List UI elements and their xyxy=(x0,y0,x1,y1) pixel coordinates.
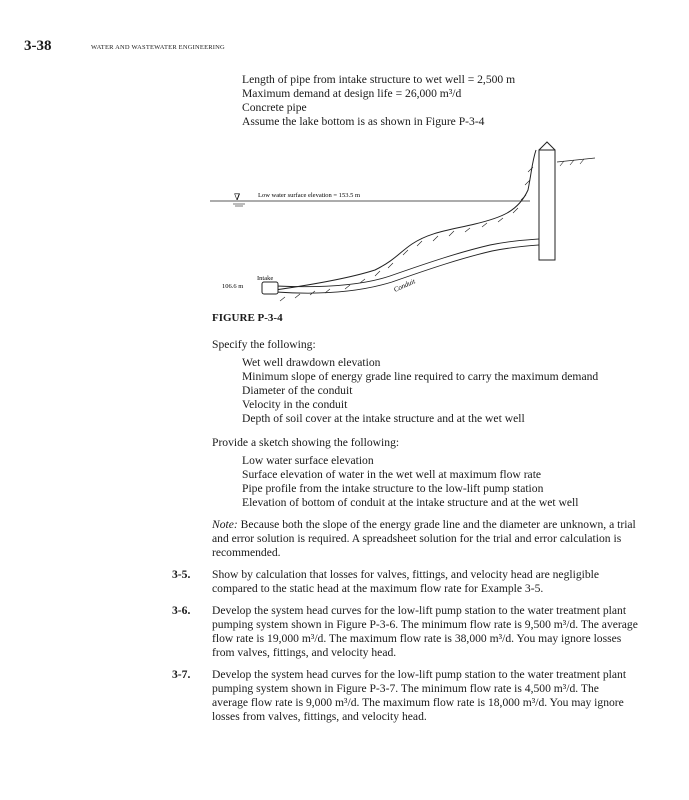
list-item: Velocity in the conduit xyxy=(242,398,348,411)
problem-text: Show by calculation that losses for valves, fittings, and velocity head are negligible compared to the static head at the maximum flow rate for Example 3-5. xyxy=(212,568,600,595)
note-text: Because both the slope of the energy grade line and the diameter are unknown, a trial and error solution is required. A spreadsheet solution for the trial and error calculation is recommended. xyxy=(212,518,636,559)
list-item: Pipe profile from the intake structure to the low-lift pump station xyxy=(242,482,544,495)
sketch-intro: Provide a sketch showing the following: xyxy=(212,436,400,449)
intake-elevation: 106.6 m xyxy=(222,283,244,290)
problem-3-6 xyxy=(172,604,642,660)
intake-structure xyxy=(262,282,278,294)
specify-list xyxy=(212,356,652,426)
problem-number: 3-6. xyxy=(172,604,191,617)
sketch-list xyxy=(212,454,652,510)
wet-well xyxy=(539,150,555,260)
given-line: Concrete pipe xyxy=(242,101,307,114)
figure-p-3-4 xyxy=(200,140,600,320)
note-label: Note: xyxy=(212,518,238,531)
problem-3-5 xyxy=(172,568,642,596)
note-paragraph xyxy=(212,518,637,560)
running-title: WATER AND WASTEWATER ENGINEERING xyxy=(91,44,225,51)
given-line: Maximum demand at design life = 26,000 m³/d xyxy=(242,87,462,100)
list-item: Wet well drawdown elevation xyxy=(242,356,381,369)
figure-caption: FIGURE P-3-4 xyxy=(212,312,283,324)
intake-label: Intake xyxy=(257,275,274,282)
specify-intro: Specify the following: xyxy=(212,338,316,351)
list-item: Depth of soil cover at the intake structure and at the wet well xyxy=(242,412,525,425)
list-item: Elevation of bottom of conduit at the intake structure and at the wet well xyxy=(242,496,579,509)
land-surface xyxy=(557,158,595,162)
given-line: Assume the lake bottom is as shown in Figure P-3-4 xyxy=(242,115,485,128)
problem-number: 3-5. xyxy=(172,568,191,581)
page-number: 3-38 xyxy=(24,38,52,54)
specify-section xyxy=(212,338,652,426)
water-symbol: ∇ xyxy=(234,192,241,202)
problem-3-7 xyxy=(172,668,642,724)
sketch-section xyxy=(212,436,652,510)
list-item: Low water surface elevation xyxy=(242,454,374,467)
wet-well-arrow xyxy=(539,142,555,150)
list-item: Minimum slope of energy grade line required to carry the maximum demand xyxy=(242,370,599,383)
list-item: Diameter of the conduit xyxy=(242,384,353,397)
water-surface-label: Low water surface elevation = 153.5 m xyxy=(258,192,361,199)
problem-number: 3-7. xyxy=(172,668,191,681)
given-data xyxy=(242,73,515,129)
given-line: Length of pipe from intake structure to wet well = 2,500 m xyxy=(242,73,516,86)
ground-profile xyxy=(264,150,536,290)
problem-text: Develop the system head curves for the low-lift pump station to the water treatment plant pumping system shown in Figure P-3-7. The minimum flow rate is 4,500 m³/d. The average flow rate is 9,000 m³/d. The maximum flow rate is 18,000 m³/d. You may ignore losses from valves, fittings, and velocity head. xyxy=(212,668,627,723)
list-item: Surface elevation of water in the wet well at maximum flow rate xyxy=(242,468,542,481)
problem-text: Develop the system head curves for the low-lift pump station to the water treatment plant pumping system shown in Figure P-3-6. The minimum flow rate is 9,500 m³/d. The average flow rate is 19,000 m³/d. The maximum flow rate is 38,000 m³/d. You may ignore losses from valves, fittings, and velocity head. xyxy=(212,604,638,659)
conduit-label: Conduit xyxy=(392,277,417,294)
